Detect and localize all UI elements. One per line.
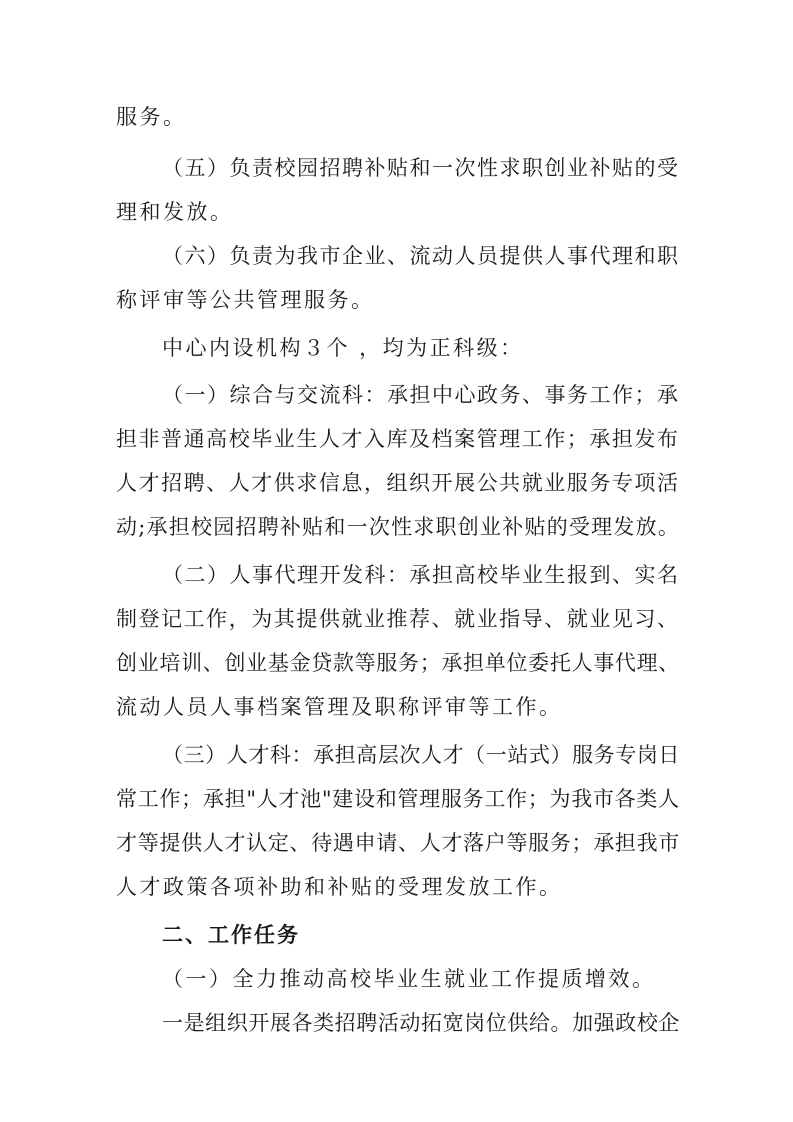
- text-line: （一）综合与交流科：承担中心政务、事务工作；承: [162, 383, 680, 407]
- text-line: 人才招聘、人才供求信息，组织开展公共就业服务专项活: [116, 471, 680, 495]
- text-line: 创业培训、创业基金贷款等服务；承担单位委托人事代理、: [116, 651, 680, 675]
- text-line: （三）人才科：承担高层次人才（一站式）服务专岗日: [162, 743, 680, 767]
- text-line: （二）人事代理开发科：承担高校毕业生报到、实名: [162, 563, 680, 587]
- text-line: （六）负责为我市企业、流动人员提供人事代理和职: [162, 244, 680, 268]
- text-line: （五）负责校园招聘补贴和一次性求职创业补贴的受: [162, 156, 680, 180]
- text-line: 流动人员人事档案管理及职称评审等工作。: [116, 695, 563, 719]
- text-line: 常工作；承担"人才池"建设和管理服务工作；为我市各类人: [116, 787, 680, 811]
- text-line: 人才政策各项补助和补贴的受理发放工作。: [116, 875, 563, 899]
- text-line: 才等提供人才认定、待遇申请、人才落户等服务；承担我市: [116, 831, 680, 855]
- text-line: 一是组织开展各类招聘活动拓宽岗位供给。加强政校企: [162, 1011, 680, 1035]
- text-line: （一）全力推动高校毕业生就业工作提质增效。: [162, 967, 656, 991]
- text-line: 理和发放。: [116, 200, 234, 224]
- text-line: 担非普通高校毕业生人才入库及档案管理工作；承担发布: [116, 427, 680, 451]
- text-line: 中心内设机构３个 ，均为正科级：: [162, 336, 524, 360]
- section-heading: 二、工作任务: [162, 923, 300, 947]
- text-line: 称评审等公共管理服务。: [116, 288, 375, 312]
- text-line: 制登记工作，为其提供就业推荐、就业指导、就业见习、: [116, 607, 680, 631]
- text-line: 服务。: [116, 105, 187, 129]
- text-line: 动;承担校园招聘补贴和一次性求职创业补贴的受理发放。: [116, 515, 681, 539]
